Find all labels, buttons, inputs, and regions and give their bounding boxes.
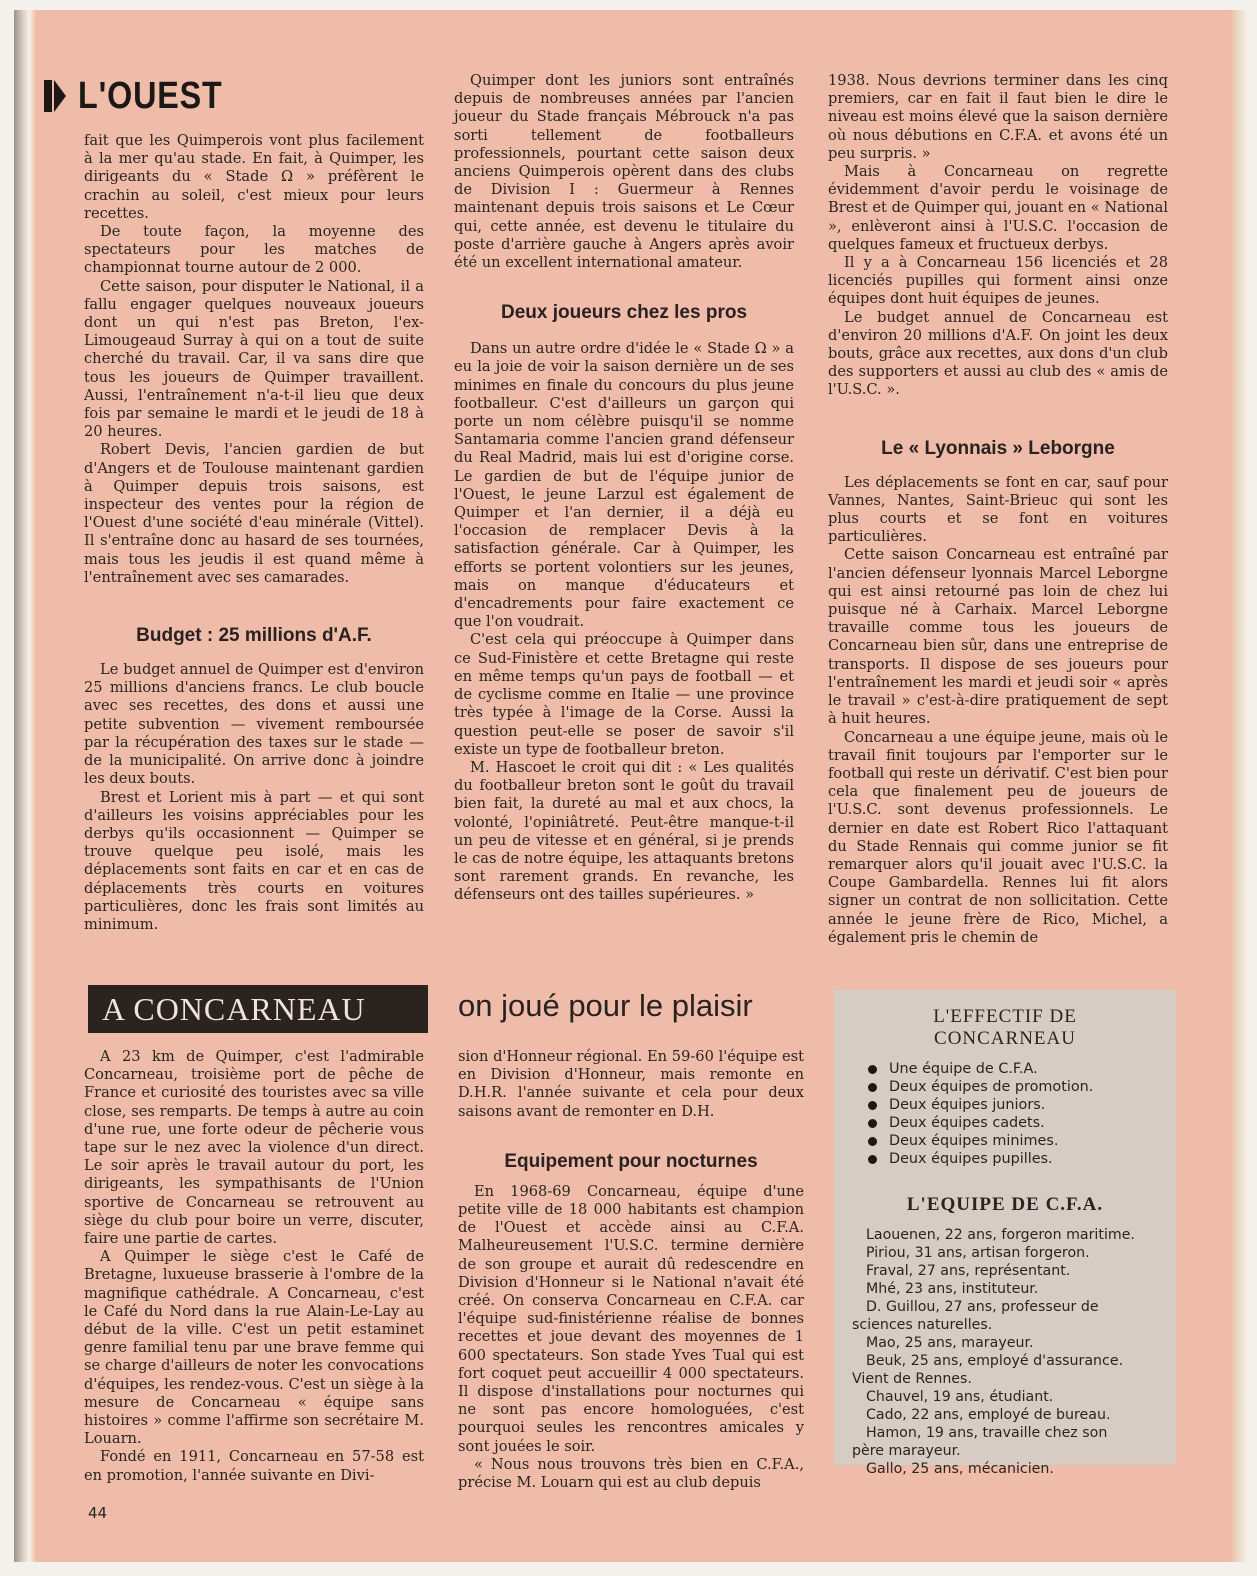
subheading-leborgne: Le « Lyonnais » Leborgne (881, 437, 1115, 459)
paragraph: Il y a à Concarneau 156 licenciés et 28 licenciés pupilles qui forment ainsi onze équipes dont huit équipes de jeunes. (828, 254, 1168, 308)
paragraph: A Quimper le siège c'est le Café de Bretagne, luxueuse brasserie à l'ombre de la magnifique cathédrale. A Concarneau, c'est le Café du Nord dans la rue Alain-Le-Lay au début de la ville. C'est un petit estaminet genre familial tenu par une brave femme qui se charge d'ailleurs de noter les convocations d'équipes, les rendez-vous. C'est un siège à la mesure de Concarneau « équipe sans histoires » comme l'affirme son secrétaire M. Louarn. (84, 1248, 424, 1448)
roster-line: Chauvel, 19 ans, étudiant. (866, 1389, 1054, 1405)
paragraph: Cette saison Concarneau est entraîné par l'ancien défenseur lyonnais Marcel Leborgne qui est ainsi retourné pas loin de chez lui puisque né à Carhaix. Marcel Leborgne travaille comme tous les joueurs de Concarneau bien sûr, dans une entreprise de transports. Il dispose de ses joueurs pour l'entraînement les mardi et jeudi soir « après le travail » c'est-à-dire pratiquement de sept à huit heures. (828, 546, 1168, 728)
paragraph: Concarneau a une équipe jeune, mais où le travail finit toujours par l'emporter sur le football qui reste un dérivatif. C'est bien pour cela que finalement peu de joueurs de l'U.S.C. sont devenus professionnels. Le dernier en date est Robert Rico l'attaquant du Stade Rennais qui comme junior se fit remarquer alors qu'il jouait avec l'U.S.C. la Coupe Gambardella. Rennes lui fit alors signer un contrat de non sollicitation. Cette année le jeune frère de Rico, Michel, a également pris le chemin de (828, 728, 1168, 946)
bullet-icon (868, 1101, 877, 1110)
sidebar-subtitle: L'EQUIPE DE C.F.A. (906, 1194, 1104, 1215)
roster-line: Cado, 22 ans, employé de bureau. (866, 1407, 1111, 1423)
bullet-icon (868, 1119, 877, 1128)
roster-list (852, 1226, 1160, 1478)
paragraph: Mais à Concarneau on regrette évidemment d'avoir perdu le voisinage de Brest et de Quimper qui, jouant en « National », enlèveront ainsi à l'U.S.C. l'occasion de quelques fameux et fructueux derbys. (828, 163, 1168, 253)
paragraph: 1938. Nous devrions terminer dans les cinq premiers, car en fait il faut bien le dire le niveau est moins élevé que la saison dernière où nous débutions en C.F.A. et avons été un peu surpris. » (828, 72, 1168, 162)
paragraph: « Nous nous trouvons très bien en C.F.A., précise M. Louarn qui est au club depuis (458, 1455, 804, 1492)
paragraph: Robert Devis, l'ancien gardien de but d'Angers et de Toulouse maintenant gardien à Quimper depuis trois saisons, est inspecteur des ventes pour la région de l'Ouest d'une société d'eau minérale (Vittel). Il s'entraîne donc au hasard de ses tournées, mais tous les jeudis il est quand même à l'entraînement avec ses camarades. (84, 441, 424, 586)
article-column-2 (458, 1048, 804, 1492)
roster-line: Laouenen, 22 ans, forgeron maritime. (866, 1227, 1135, 1243)
list-item: Deux équipes pupilles. (868, 1150, 1176, 1168)
top-column-3 (828, 72, 1168, 947)
article-column-1 (84, 1048, 424, 1485)
list-item: Deux équipes cadets. (868, 1114, 1176, 1132)
roster-line: Gallo, 25 ans, mécanicien. (866, 1461, 1054, 1477)
paragraph: Quimper dont les juniors sont entraînés depuis de nombreuses années par l'ancien joueur du Stade français Mébrouck n'a pas sorti tellement de footballeurs professionnels, pourtant cette saison deux anciens Quimperois opèrent dans des clubs de Division I : Guermeur à Rennes maintenant depuis trois saisons et Le Cœur qui, cette année, est devenu le titulaire du poste d'arrière gauche à Angers après avoir été un excellent international amateur. (454, 72, 794, 272)
paragraph: A 23 km de Quimper, c'est l'admirable Concarneau, troisième port de pêche de France et curiosité des touristes avec sa ville close, ses remparts. De temps à autre au coin d'une rue, une forte odeur de pêcherie vous tape sur le nez avec la violence d'un direct. Le soir après le travail autour du port, les dirigeants, les sympathisants de l'Union sportive de Concarneau se retrouvent au siège du club pour boire un verre, discuter, faire une partie de cartes. (84, 1048, 424, 1248)
paragraph: Brest et Lorient mis à part — et qui sont d'ailleurs les voisins appréciables pour les derbys qu'ils occasionnent — Quimper se trouve quelque peu isolé, mais les déplacements sont faits en car et en cas de déplacements très courts en voitures particulières, donc les frais sont limités au minimum. (84, 788, 424, 933)
roster-line: père marayeur. (852, 1443, 961, 1459)
roster-line: Beuk, 25 ans, employé d'assurance. (866, 1353, 1124, 1369)
paragraph: Le budget annuel de Quimper est d'environ 25 millions d'anciens francs. Le club boucle avec ses recettes, des dons et aussi une petite subvention — vivement remboursée par la récupération des taxes sur le stade — de la municipalité. On arrive donc à joindre les deux bouts. (84, 661, 424, 788)
subheading-pros: Deux joueurs chez les pros (500, 302, 748, 324)
paragraph: Cette saison, pour disputer le National, il a fallu engager quelques nouveaux joueurs dont un qui n'est pas Breton, l'ex-Limougeaud Surray à qui on a tout de suite cherché du travail. Car, il va sans dire que tous les joueurs de Quimper travaillent. Aussi, l'entraînement n'a-t-il lieu que deux fois par semaine le mardi et le jeudi de 18 à 20 heures. (84, 277, 424, 441)
page-edge (1231, 10, 1247, 1562)
bullet-icon (868, 1083, 877, 1092)
list-item: Deux équipes de promotion. (868, 1078, 1176, 1096)
paragraph: M. Hascoet le croit qui dit : « Les qualités du footballeur breton sont le goût du travail bien fait, la dureté au mal et aux chocs, la volonté, l'opiniâtreté. Peut-être manque-t-il un peu de vitesse et en général, si je prends le cas de notre équipe, les attaquants bretons sont rarement grands. En revanche, les défenseurs ont des tailles supérieures. » (454, 758, 794, 904)
article-banner: A CONCARNEAU (88, 985, 428, 1033)
article-headline: on joué pour le plaisir (458, 988, 753, 1023)
bullet-icon (868, 1065, 877, 1074)
bullet-icon (868, 1137, 877, 1146)
top-column-2 (454, 72, 794, 905)
paragraph: C'est cela qui préoccupe à Quimper dans ce Sud-Finistère et cette Bretagne qui reste en même temps qu'un pays de football — et de cyclisme comme en Italie — une province très typée à l'image de la Corse. Aussi la question peut-elle se poser de savoir s'il existe un type de footballeur breton. (454, 631, 794, 758)
sidebar-title (834, 1006, 1176, 1050)
section-kicker (44, 74, 248, 118)
paragraph: fait que les Quimperois vont plus facilement à la mer qu'au stade. En fait, à Quimper, les dirigeants du « Stade Ω » préfèrent le crachin au soleil, c'est mieux pour leurs recettes. (84, 132, 424, 222)
paragraph: Dans un autre ordre d'idée le « Stade Ω » a eu la joie de voir la saison dernière un de ses minimes en finale du concours du plus jeune footballeur. C'est d'ailleurs un garçon qui porte un nom célèbre puisqu'il se nomme Santamaria comme l'ancien grand défenseur du Real Madrid, mais lui est d'origine corse. Le gardien de but de l'équipe junior de l'Ouest, le jeune Larzul est également de Quimper et l'an dernier, il a déjà eu l'occasion de remplacer Devis à la satisfaction générale. Car à Quimper, les efforts se portent volontiers sur les jeunes, mais on manque d'éducateurs et d'encadrements pour faire exactement ce que l'on voudrait. (454, 340, 794, 631)
bullet-icon (868, 1155, 877, 1164)
top-column-1 (84, 132, 424, 934)
list-item: Deux équipes juniors. (868, 1096, 1176, 1114)
section-title: L'OUEST (78, 74, 223, 117)
paragraph: De toute façon, la moyenne des spectateurs pour les matches de championnat tourne autour de 2 000. (84, 223, 424, 277)
magazine-page (14, 10, 1247, 1562)
roster-line: Mao, 25 ans, marayeur. (866, 1335, 1034, 1351)
squad-sidebar (834, 990, 1176, 1477)
subheading-equipement: Equipement pour nocturnes (504, 1150, 758, 1172)
roster-line: Mhé, 23 ans, instituteur. (866, 1281, 1039, 1297)
roster-line: sciences naturelles. (852, 1317, 993, 1333)
section-marker-icon (44, 80, 68, 112)
roster-line: Piriou, 31 ans, artisan forgeron. (866, 1245, 1090, 1261)
roster-line: Vient de Rennes. (852, 1371, 972, 1387)
paragraph: Le budget annuel de Concarneau est d'environ 20 millions d'A.F. On joint les deux bouts, grâce aux recettes, aux dons d'un club des supporters et aussi au club des « amis de l'U.S.C. ». (828, 308, 1168, 399)
roster-line: Hamon, 19 ans, travaille chez son (866, 1425, 1108, 1441)
roster-line: D. Guillou, 27 ans, professeur de (866, 1299, 1099, 1315)
team-list (868, 1060, 1176, 1168)
paragraph: sion d'Honneur régional. En 59-60 l'équipe est en Division d'Honneur, mais remonte en D.H.R. l'année suivante et cela pour deux saisons avant de remonter en D.H. (458, 1048, 804, 1120)
page-number: 44 (88, 1504, 108, 1522)
sidebar-title-line: L'EFFECTIF DE (933, 1006, 1077, 1027)
roster-line: Fraval, 27 ans, représentant. (866, 1263, 1071, 1279)
paragraph: Les déplacements se font en car, sauf pour Vannes, Nantes, Saint-Brieuc qui sont les plus courts et se font en voitures particulières. (828, 473, 1168, 546)
sidebar-title-line: CONCARNEAU (934, 1028, 1076, 1049)
list-item: Une équipe de C.F.A. (868, 1060, 1176, 1078)
subheading-budget: Budget : 25 millions d'A.F. (136, 625, 372, 647)
paragraph: En 1968-69 Concarneau, équipe d'une petite ville de 18 000 habitants est champion de l'Ouest et accède ainsi au C.F.A. Malheureusement l'U.S.C. termine dernière de son groupe et aurait dû redescendre en Division d'Honneur si le National n'avait été créé. On conserva Concarneau en C.F.A. car l'équipe sud-finistérienne réalise de bonnes recettes et joue devant des moyennes de 1 600 spectateurs. Son stade Yves Tual qui est fort coquet peut accueillir 4 000 spectateurs. Il dispose d'installations pour nocturnes qui ne sont pas encore homologuées, c'est pourquoi seules les rencontres amicales y sont jouées le soir. (458, 1182, 804, 1455)
paragraph: Fondé en 1911, Concarneau en 57-58 est en promotion, l'année suivante en Divi- (84, 1448, 424, 1484)
page-binding (14, 10, 36, 1562)
list-item: Deux équipes minimes. (868, 1132, 1176, 1150)
